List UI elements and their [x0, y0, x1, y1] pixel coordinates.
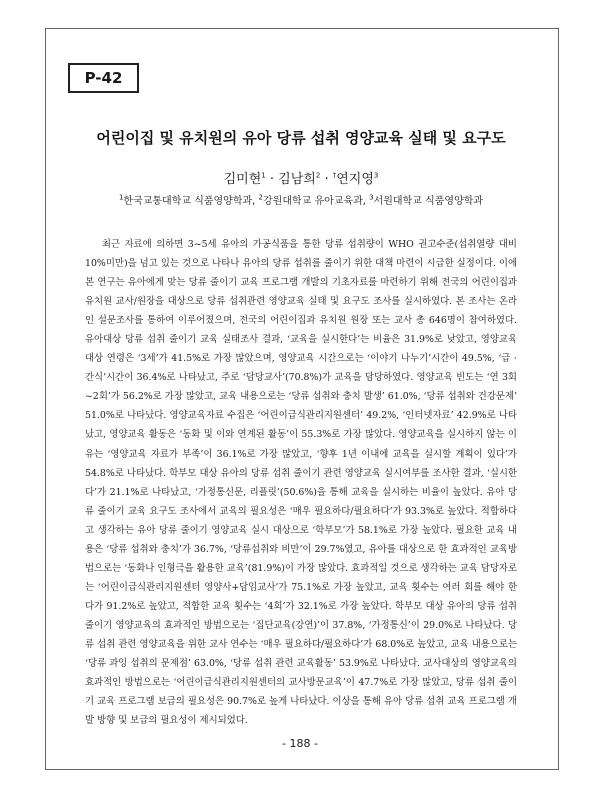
author-separator: ·	[265, 172, 279, 187]
poster-number-badge: P-42	[68, 63, 139, 93]
author-affiliation-mark: 2	[315, 171, 321, 180]
corresponding-author-mark: †	[332, 171, 337, 180]
author-line	[55, 168, 547, 187]
author-affiliation-mark: 1	[261, 171, 266, 180]
affiliation-number: 3	[369, 193, 374, 202]
author-name: 김미현	[223, 172, 262, 187]
paper-title: 어린이집 및 유치원의 유아 당류 섭취 영양교육 실태 및 요구도	[96, 129, 506, 147]
affiliation-line	[55, 192, 547, 207]
affiliation-number: 1	[118, 193, 124, 202]
abstract-body: 최근 자료에 의하면 3~5세 유아의 가공식품을 통한 당류 섭취량이 WHO 권고수준(섭취열량 대비 10%미만)을 넘고 있는 것으로 나타나 유아의 당류 섭취를 줄이기 위한 대책 마련이 시급한 실정이다. 이에 본 연구는 유아에게 맞는 당류 줄이기 교육 프로그램 개발의 기초자료를 마련하기 위해 전국의 어린이집과 유치원 교사/원장을 대상으로 당류 섭취관련 영양교육 실태 및 요구도 조사를 실시하였다. 본 조사는 온라인 설문조사를 통하여 이루어졌으며, 전국의 어린이집과 유치원 원장 또는 교사 총 646명이 참여하였다. 유아대상 당류 섭취 줄이기 교육 실태조사 결과, ‘교육을 실시한다’는 비율은 31.9%로 낮았고, 영양교육 대상 연령은 ‘3세’가 41.5%로 가장 많았으며, 영양교육 시간으로는 ‘이야기 나누기’시간이 49.5%, ‘급 · 간식’시간이 36.4%로 나타났고, 주로 ‘담당교사’(70.8%)가 교육을 담당하였다. 영양교육 빈도는 ‘연 3회~2회’가 56.2%로 가장 많았고, 교육 내용으로는 ‘당류 섭취와 충치 발생’ 61.0%, ‘당류 섭취와 건강문제’ 51.0%로 나타났다. 영양교육자료 수집은 ‘어린이급식관리지원센터’ 49.2%, ‘인터넷자료’ 42.9%로 나타났고, 영양교육 활동은 ‘동화 및 이와 연계된 활동’이 55.3%로 가장 많았다. 영양교육을 실시하지 않는 이유는 ‘영양교육 자료가 부족’이 36.1%로 가장 많았고, ‘향후 1년 이내에 교육을 실시할 계획이 있다’가 54.8%로 나타났다. 학부모 대상 유아의 당류 섭취 줄이기 관련 영양교육 실시여부를 조사한 결과, ‘실시한다’가 21.1%로 나타났고, ‘가정통신문, 리플릿’(50.6%)을 통해 교육을 실시하는 비율이 높았다. 유아 당류 줄이기 교육 요구도 조사에서 교육의 필요성은 ‘매우 필요하다/필요하다’가 93.3%로 높았다. 적합하다고 생각하는 유아 당류 줄이기 영양교육 실시 대상으로 ‘학부모’가 58.1%로 가장 높았다. 필요한 교육 내용은 ‘당류 섭취와 충치’가 36.7%, ‘당류섭취와 비만’이 29.7%였고, 유아를 대상으로 한 효과적인 교육방법으로는 ‘동화나 인형극을 활용한 교육’(81.9%)이 가장 많았다. 효과적일 것으로 생각하는 교육 담당자로는 ‘어린이급식관리지원센터 영양사+담임교사’가 75.1%로 가장 높았고, 교육 횟수는 여러 회를 해야 한다가 91.2%로 높았고, 적합한 교육 횟수는 ‘4회’가 32.1%로 가장 높았다. 학부모 대상 유아의 당류 섭취 줄이기 영양교육의 효과적인 방법으로는 ‘집단교육(강연)’이 37.8%, ‘가정통신’이 29.0%로 나타났다. 당류 섭취 관련 영양교육을 위한 교사 연수는 ‘매우 필요하다/필요하다’가 68.0%로 높았고, 교육 내용으로는 ‘당류 과잉 섭취의 문제점’ 63.0%, ‘당류 섭취 관련 교육활동’ 53.9%로 나타났다. 교사대상의 영양교육의 효과적인 방법으로는 ‘어린이급식관리지원센터의 교사방문교육’이 47.7%로 가장 많았고, 당류 섭취 줄이기 교육 프로그램 보급의 필요성은 90.7%로 높게 나타났다. 이상을 통해 유아 당류 섭취 교육 프로그램 개발 방향 및 보급의 필요성이 제시되었다.	[85, 239, 518, 727]
affiliation-text: 서원대학교 식품영양학과	[373, 196, 484, 207]
affiliation-number: 2	[258, 193, 263, 202]
author-name: 김남희	[278, 172, 316, 187]
page-number: - 188 -	[282, 737, 318, 750]
author-name: 연지영	[336, 172, 374, 187]
author-affiliation-mark: 3	[373, 171, 379, 180]
affiliation-text: 한국교통대학교 식품영양학과,	[123, 196, 259, 207]
affiliation-text: 강원대학교 유아교육과,	[263, 196, 370, 207]
author-separator: ·	[320, 172, 333, 187]
